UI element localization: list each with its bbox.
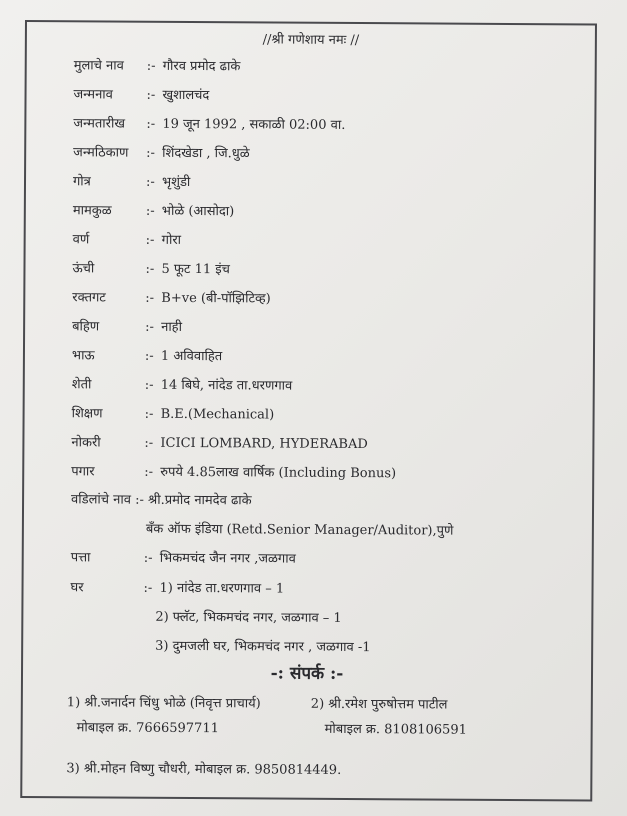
field-value: भोळे (आसोदा) [161,203,235,220]
field-label: घर [70,580,84,596]
field-value: ICICI LOMBARD, HYDERABAD [160,435,368,453]
contact-person-name: 3) श्री.मोहन विष्णु चौधरी, मोबाइल क्र. 9850814449. [66,761,342,778]
field-label: रक्तगट [72,290,106,306]
contact-person-name: 1) श्री.जनार्दन चिंधु भोळे (निवृत्त प्राचार्य) [66,695,261,712]
field-label: बहिण [72,319,100,335]
field-value: B.E.(Mechanical) [160,406,275,423]
field-label: वर्ण [72,232,90,248]
field-value: 19 जून 1992 , सकाळी 02:00 वा. [162,116,346,133]
field-row-address [71,547,296,566]
field-row-birth-name [73,84,209,103]
field-row-birth-place [73,142,250,161]
house-item: 2) फ्लॅट, भिकमचंद नगर, जळगाव – 1 [155,609,342,626]
father-workplace: बँक ऑफ इंडिया (Retd.Senior Manager/Auditor),पुणे [145,521,454,539]
field-separator: :- [146,145,156,161]
field-row-brother [72,345,222,364]
field-value: खुशालचंद [162,87,210,104]
field-row-job [71,432,367,452]
field-value: B+ve (बी-पॉझिटिव्ह) [161,290,271,307]
field-separator: :- [144,348,154,364]
field-label: शिक्षण [71,406,103,422]
field-separator: :- [146,87,156,103]
field-separator: :- [143,550,153,566]
field-separator: :- [145,261,155,277]
document-header: //श्री गणेशाय नमः // [262,32,360,49]
field-value: 5 फूट 11 इंच [161,261,230,278]
field-row-height [72,258,230,277]
field-label: मुलाचे नाव [73,58,124,74]
field-value: नाही [161,319,183,335]
field-row-complexion [73,229,181,248]
field-label: पत्ता [70,550,91,566]
field-separator: :- [145,232,155,248]
field-value: भिकमचंद जैन नगर ,जळगाव [159,550,296,567]
field-separator: :- [144,377,154,393]
field-value: भृशुंडी [161,174,191,191]
field-value: 14 बिघे, नांदेड ता.धरणगाव [160,377,293,394]
field-row-gotra [73,171,190,190]
field-separator: :- [144,464,154,480]
contact-person-mobile: मोबाइल क्र. 8108106591 [324,721,467,738]
field-value: शिंदखेडा , जि.धुळे [162,145,250,162]
field-separator: :- [146,58,156,74]
field-value: रुपये 4.85लाख वार्षिक (Including Bonus) [160,464,397,482]
house-item: 1) नांदेड ता.धरणगाव – 1 [159,580,285,597]
field-separator: :- [144,406,154,422]
field-value: 1 अविवाहित [160,348,223,365]
document-border [20,20,597,801]
field-label: शेती [71,377,92,393]
field-row-blood-group [72,287,271,306]
field-row-birth-date [73,113,345,133]
field-separator: :- [146,116,156,132]
field-value: श्री.प्रमोद नामदेव ढाके [148,492,252,509]
field-row-mamkul [73,200,234,219]
house-item: 3) दुमजली घर, भिकमचंद नगर , जळगाव -1 [155,638,371,656]
field-separator: :- [145,290,155,306]
field-value: गोरा [161,232,182,248]
field-row-house [70,577,284,596]
contact-person-mobile: मोबाइल क्र. 7666597711 [76,720,219,737]
field-label: जन्मनाव [73,87,113,103]
field-label: ऊंची [72,261,95,277]
field-row-salary [71,461,396,481]
field-row-father-name [71,489,252,508]
contact-person-name: 2) श्री.रमेश पुरुषोत्तम पाटील [310,696,448,713]
field-label: भाऊ [71,348,95,364]
field-label: वडिलांचे नाव [71,492,132,508]
field-separator: :- [145,203,155,219]
field-separator: :- [145,174,155,190]
contact-heading: -: संपर्क :- [270,663,344,684]
field-separator: :- [144,435,154,451]
field-label: गोत्र [72,174,91,190]
field-value: गौरव प्रमोद ढाके [162,58,241,75]
field-label: जन्मतारीख [73,116,126,132]
field-row-farm [72,374,293,393]
field-label: नोकरी [71,435,101,451]
field-separator: :- [135,492,144,508]
field-label: पगार [71,464,95,480]
field-row-education [72,403,275,422]
field-label: जन्मठिकाण [73,145,129,161]
field-separator: :- [145,319,154,335]
field-label: मामकुळ [72,203,112,219]
field-row-sister [72,316,182,335]
field-separator: :- [143,580,153,596]
field-row-child-name [74,55,241,74]
